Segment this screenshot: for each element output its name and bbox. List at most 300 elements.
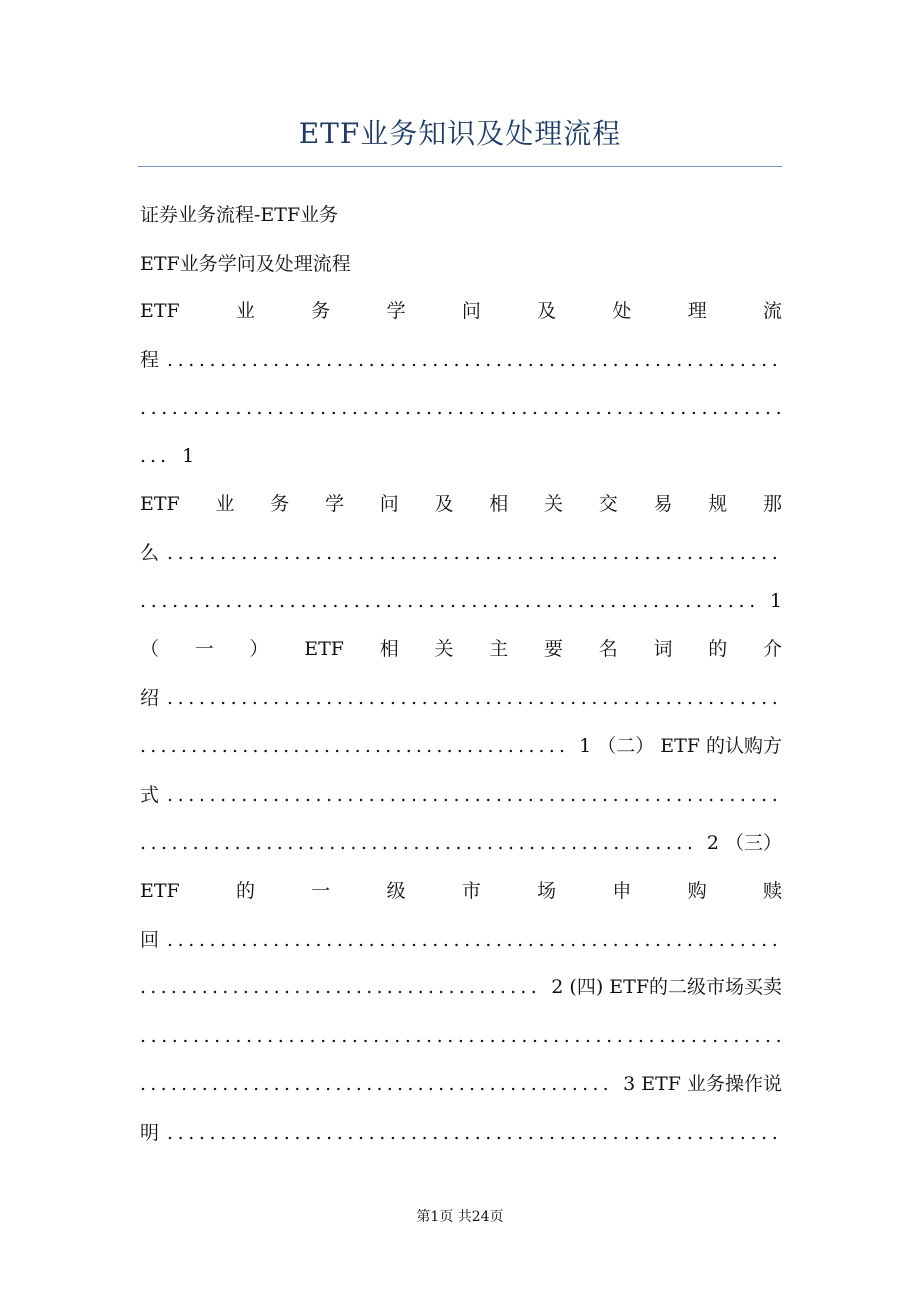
leader-dot: .	[464, 349, 471, 371]
leader-dot: .	[273, 1073, 280, 1095]
leader-dot: .	[506, 542, 513, 564]
leader-dot: .	[665, 784, 672, 806]
dot-leader-line[interactable]	[140, 1021, 782, 1051]
leader-dot: .	[423, 832, 430, 854]
leader-dot: .	[364, 735, 371, 757]
leader-dot: .	[182, 397, 189, 419]
leader-dot: .	[434, 832, 441, 854]
leader-dot: .	[309, 397, 316, 419]
leader-dot: .	[214, 397, 221, 419]
leader-dot: .	[400, 542, 407, 564]
toc-char: 相	[489, 493, 509, 515]
leader-dot: .	[644, 542, 651, 564]
leader-dot: .	[559, 542, 566, 564]
leader-dot: .	[453, 687, 460, 709]
leader-dot: .	[326, 542, 333, 564]
leader-dot: .	[456, 735, 463, 757]
toc-char: ）	[249, 638, 269, 660]
leader-dot: .	[527, 1122, 534, 1144]
leader-dot: .	[193, 590, 200, 612]
toc-char: 务	[270, 493, 290, 515]
leader-dot: .	[330, 1025, 337, 1047]
leader-dot: .	[506, 784, 513, 806]
leader-dot: .	[293, 735, 300, 757]
toc-entry-text: 绍	[140, 687, 160, 709]
toc-char: 那	[762, 493, 782, 515]
leader-dot: .	[602, 687, 609, 709]
leader-dot: .	[567, 590, 574, 612]
leader-dot: .	[718, 349, 725, 371]
leader-dot: .	[676, 687, 683, 709]
leader-dot: .	[389, 687, 396, 709]
leader-dot: .	[606, 1025, 613, 1047]
leader-dot: .	[546, 590, 553, 612]
leader-dot: .	[332, 590, 339, 612]
leader-dot: .	[397, 976, 404, 998]
leader-dot: .	[389, 929, 396, 951]
leader-dot: .	[283, 1122, 290, 1144]
leader-dot: .	[482, 590, 489, 612]
leader-dot: .	[278, 590, 285, 612]
leader-dot: .	[315, 929, 322, 951]
leader-dot: .	[421, 1122, 428, 1144]
leader-dot: .	[150, 397, 157, 419]
leader-dot: .	[421, 687, 428, 709]
leader-dot: .	[761, 784, 768, 806]
leader-dot: .	[379, 1122, 386, 1144]
leader-dot: .	[436, 735, 443, 757]
leader-dot: .	[235, 1025, 242, 1047]
leader-dot: .	[548, 735, 555, 757]
leader-dot: .	[563, 397, 570, 419]
leader-dot: .	[588, 590, 595, 612]
toc-line[interactable]	[140, 876, 782, 906]
leader-dot: .	[214, 1025, 221, 1047]
toc-line[interactable]	[140, 345, 782, 375]
leader-dot: .	[686, 542, 693, 564]
leader-dot: .	[474, 929, 481, 951]
toc-line[interactable]	[140, 972, 782, 1002]
leader-dot: .	[304, 1122, 311, 1144]
leader-dot: .	[192, 397, 200, 419]
leader-dot: .	[771, 1122, 778, 1144]
leader-dot: .	[559, 929, 566, 951]
leader-dot: .	[695, 590, 702, 612]
leader-dot: .	[637, 397, 644, 419]
leader-dot: .	[527, 929, 534, 951]
leader-dot: .	[389, 349, 396, 371]
leader-dot: .	[676, 542, 683, 564]
leader-dot: .	[623, 1122, 630, 1144]
toc-line[interactable]	[140, 828, 782, 858]
leader-dot: .	[336, 929, 343, 951]
leader-dot: .	[432, 1122, 439, 1144]
leader-dot: .	[336, 784, 343, 806]
toc-char: 介	[762, 638, 782, 660]
leader-dot: .	[510, 1025, 517, 1047]
leader-dot: .	[538, 929, 545, 951]
leader-dot: .	[676, 349, 683, 371]
leader-dot: .	[273, 929, 280, 951]
leader-dot: .	[631, 590, 638, 612]
toc-char: 业	[215, 493, 235, 515]
toc-line[interactable]	[140, 731, 782, 761]
leader-dot: .	[447, 397, 454, 419]
leader-dot: .	[198, 929, 205, 951]
leader-dot: .	[272, 735, 279, 757]
leader-dot: .	[415, 735, 422, 757]
leader-dot: .	[644, 349, 651, 371]
leader-dot: .	[383, 1025, 390, 1047]
leader-dot: .	[686, 687, 693, 709]
leader-dot: .	[595, 397, 602, 419]
toc-page-number: 2 (四) ETF的二级市场买卖	[551, 976, 782, 998]
leader-dot: .	[674, 590, 681, 612]
leader-dot: .	[655, 832, 662, 854]
leader-dot: .	[381, 832, 388, 854]
leader-dot: .	[198, 542, 205, 564]
leader-dot: .	[457, 397, 464, 419]
leader-dot: .	[224, 832, 231, 854]
leader-dot: .	[548, 784, 555, 806]
leader-dot: .	[253, 1073, 260, 1095]
leader-dot: .	[474, 784, 481, 806]
leader-dot: .	[198, 687, 205, 709]
leader-dot: .	[708, 929, 715, 951]
leader-dot: .	[474, 542, 481, 564]
leader-dot: .	[453, 929, 460, 951]
leader-dot: .	[729, 929, 736, 951]
leader-dot: .	[257, 590, 264, 612]
toc-line[interactable]	[140, 1069, 782, 1099]
leader-dot: .	[708, 1122, 715, 1144]
leader-dot: .	[669, 397, 676, 419]
leader-dot: .	[171, 832, 178, 854]
toc-char: 理	[687, 300, 707, 322]
leader-dot: .	[559, 784, 566, 806]
leader-dot: .	[676, 832, 683, 854]
leader-dot: .	[294, 784, 301, 806]
leader-dot: .	[225, 590, 232, 612]
leader-dot: .	[211, 976, 219, 998]
leader-dot: .	[771, 349, 778, 371]
leader-dot: .	[362, 1025, 369, 1047]
leader-dot: .	[750, 542, 757, 564]
leader-dot: .	[320, 397, 327, 419]
leader-dot: .	[160, 1073, 167, 1095]
leader-dot: .	[385, 735, 392, 757]
leader-dot: .	[386, 976, 393, 998]
leader-dot: .	[538, 542, 545, 564]
leader-dot: .	[750, 349, 757, 371]
leader-dot: .	[655, 687, 662, 709]
leader-dot: .	[468, 397, 475, 419]
leader-dot: .	[209, 1122, 216, 1144]
leader-dot: .	[446, 735, 453, 757]
leader-dot: .	[335, 1073, 342, 1095]
leader-dot: .	[602, 1073, 609, 1095]
leader-dot: .	[530, 976, 537, 998]
leader-dot: .	[750, 784, 757, 806]
leader-dot: .	[368, 929, 375, 951]
leader-dot: .	[373, 1025, 380, 1047]
leader-dot: .	[256, 1025, 263, 1047]
leader-dot: .	[637, 1025, 644, 1047]
leader-dot: .	[364, 590, 371, 612]
leader-dot: .	[436, 397, 443, 419]
leader-dot: .	[242, 976, 249, 998]
leader-dot: .	[294, 929, 301, 951]
toc-line[interactable]	[140, 296, 782, 326]
toc-page-number: 1	[182, 445, 195, 467]
leader-dot: .	[407, 1073, 414, 1095]
leader-dot: .	[188, 542, 195, 564]
leader-dot: .	[182, 1025, 189, 1047]
leader-dot: .	[510, 976, 517, 998]
toc-char: ETF	[140, 880, 180, 902]
leader-dot: .	[294, 976, 301, 998]
leader-dot: .	[442, 784, 449, 806]
leader-dot: .	[400, 784, 407, 806]
leader-dot: .	[477, 735, 484, 757]
leader-dot: .	[379, 784, 386, 806]
leader-dot: .	[347, 349, 354, 371]
leader-dot: .	[171, 1025, 178, 1047]
leader-dot: .	[591, 349, 598, 371]
leader-dot: .	[311, 590, 318, 612]
leader-dot: .	[389, 1122, 396, 1144]
leader-dot: .	[580, 687, 587, 709]
leader-dot: .	[701, 397, 708, 419]
leader-dot: .	[479, 1073, 486, 1095]
leader-dot: .	[506, 1122, 513, 1144]
leader-dot: .	[500, 397, 507, 419]
dot-leader-line[interactable]	[140, 393, 782, 423]
leader-dot: .	[432, 784, 439, 806]
leader-dot: .	[665, 349, 672, 371]
toc-line[interactable]	[140, 1118, 782, 1148]
leader-dot: .	[371, 832, 378, 854]
leader-dot: .	[517, 349, 524, 371]
leader-dot: .	[444, 832, 451, 854]
leader-dot: .	[400, 687, 407, 709]
leader-dot: .	[177, 542, 184, 564]
leader-dot: .	[765, 1025, 772, 1047]
leader-dot: .	[574, 397, 581, 419]
leader-dot: .	[180, 735, 187, 757]
leader-dot: .	[140, 397, 147, 419]
leader-dot: .	[357, 542, 365, 564]
toc-line[interactable]	[140, 441, 782, 471]
dot-leader	[140, 972, 541, 1002]
leader-dot: .	[507, 735, 514, 757]
leader-dot: .	[432, 349, 439, 371]
leader-dot: .	[262, 542, 269, 564]
toc-line[interactable]	[140, 925, 782, 955]
leader-dot: .	[448, 1073, 455, 1095]
leader-dot: .	[729, 349, 736, 371]
leader-dot: .	[300, 590, 307, 612]
leader-dot: .	[612, 929, 619, 951]
leader-dot: .	[366, 976, 373, 998]
leader-dot: .	[718, 784, 725, 806]
leader-dot: .	[485, 929, 492, 951]
toc-char: ETF	[140, 493, 180, 515]
leader-dot: .	[655, 1122, 662, 1144]
leader-dot: .	[648, 397, 655, 419]
leader-dot: .	[606, 397, 613, 419]
leader-dot: .	[304, 929, 311, 951]
leader-dot: .	[376, 976, 383, 998]
leader-dot: .	[560, 832, 567, 854]
leader-dot: .	[548, 1122, 555, 1144]
leader-dot: .	[336, 1122, 343, 1144]
leader-dot: .	[469, 1073, 476, 1095]
leader-dot: .	[524, 590, 531, 612]
toc-char: 赎	[762, 880, 782, 902]
leader-dot: .	[485, 687, 492, 709]
leader-dot: .	[201, 1073, 208, 1095]
leader-dot: .	[181, 976, 188, 998]
leader-dot: .	[234, 832, 241, 854]
leader-dot: .	[712, 1025, 719, 1047]
leader-dot: .	[644, 832, 651, 854]
leader-dot: .	[474, 687, 481, 709]
leader-dot: .	[192, 1025, 200, 1047]
leader-dot: .	[623, 349, 630, 371]
leader-dot: .	[775, 1025, 782, 1047]
leader-dot: .	[389, 784, 396, 806]
leader-dot: .	[231, 735, 239, 757]
leader-dot: .	[417, 590, 424, 612]
toc-char: （	[140, 638, 160, 660]
leader-dot: .	[453, 542, 460, 564]
leader-dot: .	[655, 784, 662, 806]
leader-dot: .	[761, 1122, 768, 1144]
leader-dot: .	[485, 542, 492, 564]
leader-dot: .	[464, 542, 471, 564]
leader-dot: .	[242, 735, 249, 757]
leader-dot: .	[727, 590, 734, 612]
toc-char: 及	[537, 300, 557, 322]
toc-char: ETF	[304, 638, 344, 660]
leader-dot: .	[188, 784, 195, 806]
toc-char: 学	[324, 493, 344, 515]
leader-dot: .	[530, 1073, 537, 1095]
leader-dot: .	[527, 349, 534, 371]
leader-dot: .	[676, 929, 683, 951]
leader-dot: .	[262, 1122, 269, 1144]
toc-line[interactable]	[140, 489, 782, 519]
leader-dot: .	[739, 542, 746, 564]
leader-dot: .	[283, 1073, 290, 1095]
leader-dot: .	[570, 687, 577, 709]
leader-dot: .	[453, 349, 460, 371]
toc-line[interactable]	[140, 683, 782, 713]
leader-dot: .	[314, 976, 321, 998]
toc-line[interactable]	[140, 780, 782, 810]
leader-dot: .	[467, 735, 474, 757]
leader-dot: .	[150, 590, 157, 612]
toc-char: 场	[537, 880, 557, 902]
toc-char: 关	[434, 638, 454, 660]
leader-dot: .	[273, 1122, 280, 1144]
leader-dot: .	[277, 1025, 284, 1047]
leader-dot: .	[318, 832, 325, 854]
toc-line[interactable]	[140, 586, 782, 616]
leader-dot: .	[542, 1025, 549, 1047]
leader-dot: .	[510, 1073, 517, 1095]
leader-dot: .	[417, 1073, 424, 1095]
leader-dot: .	[623, 687, 630, 709]
leader-dot: .	[251, 1122, 258, 1144]
leader-dot: .	[531, 1025, 539, 1047]
leader-dot: .	[442, 687, 449, 709]
leader-dot: .	[415, 1025, 422, 1047]
leader-dot: .	[211, 1073, 219, 1095]
leader-dot: .	[442, 929, 449, 951]
title-underline	[138, 166, 782, 167]
leader-dot: .	[276, 832, 283, 854]
leader-dot: .	[655, 542, 662, 564]
toc-char: 相	[379, 638, 399, 660]
leader-dot: .	[321, 590, 328, 612]
leader-dot: .	[368, 349, 375, 371]
leader-dot: .	[582, 1073, 589, 1095]
toc-page-number: 3 ETF 业务操作说	[623, 1073, 782, 1095]
leader-dot: .	[426, 1025, 433, 1047]
leader-dot: .	[161, 1025, 168, 1047]
leader-dot: .	[739, 349, 746, 371]
leader-dot: .	[508, 832, 515, 854]
leader-dot: .	[669, 1025, 676, 1047]
leader-dot: .	[550, 832, 557, 854]
leader-dot: .	[627, 1025, 634, 1047]
leader-dot: .	[336, 687, 343, 709]
leader-dot: .	[209, 784, 216, 806]
toc-line[interactable]	[140, 538, 782, 568]
leader-dot: .	[345, 976, 352, 998]
leader-dot: .	[644, 929, 651, 951]
leader-dot: .	[771, 784, 778, 806]
leader-dot: .	[140, 735, 147, 757]
leader-dot: .	[718, 1122, 725, 1144]
leader-dot: .	[392, 832, 399, 854]
leader-dot: .	[201, 976, 208, 998]
leader-dot: .	[464, 929, 471, 951]
leader-dot: .	[697, 687, 704, 709]
leader-dot: .	[733, 1025, 740, 1047]
dot-leader	[159, 683, 782, 713]
leader-dot: .	[375, 590, 382, 612]
toc-line[interactable]	[140, 634, 782, 664]
leader-dot: .	[294, 687, 301, 709]
leader-dot: .	[754, 397, 761, 419]
leader-dot: .	[591, 929, 598, 951]
leader-dot: .	[294, 1073, 301, 1095]
leader-dot: .	[251, 349, 258, 371]
leader-dot: .	[708, 687, 715, 709]
leader-dot: .	[315, 784, 322, 806]
leader-dot: .	[690, 397, 697, 419]
leader-dot: .	[750, 1122, 757, 1144]
leader-dot: .	[492, 590, 499, 612]
leader-dot: .	[538, 1122, 545, 1144]
leader-dot: .	[655, 349, 662, 371]
leader-dot: .	[743, 397, 750, 419]
toc-page-number: 1	[769, 590, 782, 612]
leader-dot: .	[411, 349, 418, 371]
